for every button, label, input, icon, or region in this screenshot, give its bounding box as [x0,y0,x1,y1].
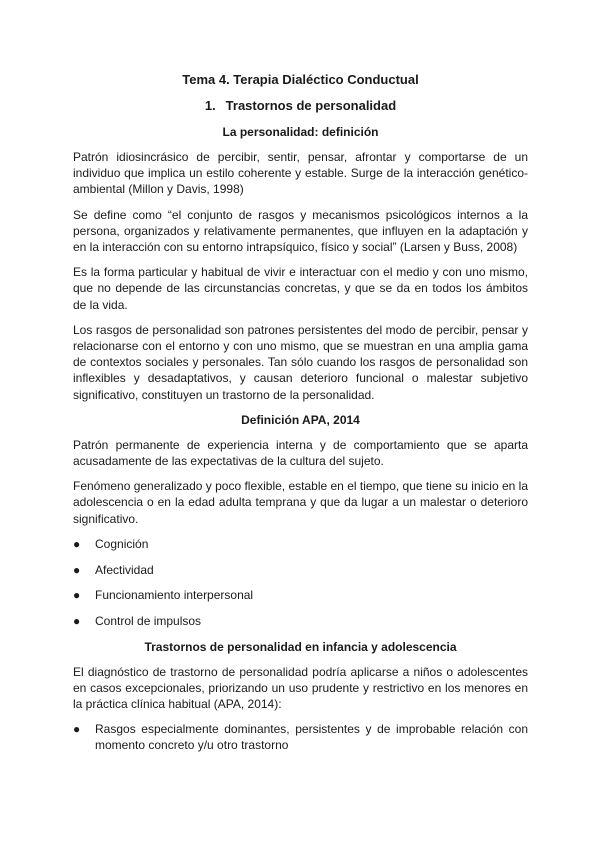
bullet-icon: ● [73,588,81,603]
document-body [73,72,528,763]
section-title: Trastornos de personalidad [225,98,397,113]
bullet-list [73,536,528,629]
subheading-infancia: Trastornos de personalidad en infancia y adolescencia [144,639,457,654]
list-item [73,613,528,629]
section-number: 1. [204,98,216,113]
list-item-text: Funcionamiento interpersonal [95,588,254,603]
document-title: Tema 4. Terapia Dialéctico Conductual [182,72,419,87]
bullet-list [73,721,528,753]
list-item-text: Cognición [95,536,149,551]
paragraph: Es la forma particular y habitual de vivir e interactuar con el medio y con uno mismo, que no depende de las circunstancias concretas, y que se da en todos los ámbitos de la vida. [73,265,528,312]
list-item [73,536,528,552]
list-item-text: Control de impulsos [95,613,202,628]
bullet-icon: ● [73,722,81,737]
subheading-apa: Definición APA, 2014 [241,412,360,427]
list-item [73,587,528,603]
list-item-text: Afectividad [95,562,154,577]
paragraph: Patrón idiosincrásico de percibir, sentir, pensar, afrontar y comportarse de un individuo que implica un estilo coherente y estable. Surge de la interacción genético-ambiental (Millon y Davis, 1998) [73,150,528,197]
paragraph: Patrón permanente de experiencia interna y de comportamiento que se aparta acusadamente de las expectativas de la cultura del sujeto. [73,437,528,469]
bullet-icon: ● [73,536,81,551]
paragraph: Se define como “el conjunto de rasgos y mecanismos psicológicos internos a la persona, organizados y relativamente permanentes, que influyen en la adaptación y en la interacción con su entorno intrapsíquico, físico y social” (Larsen y Buss, 2008) [73,207,528,255]
bullet-icon: ● [73,613,81,628]
bullet-icon: ● [73,562,81,577]
paragraph: Fenómeno generalizado y poco flexible, estable en el tiempo, que tiene su inicio en la adolescencia o en la edad adulta temprana y que da lugar a un malestar o deterioro significativo. [73,479,528,526]
subheading-personalidad: La personalidad: definición [222,125,379,139]
paragraph: El diagnóstico de trastorno de personalidad podría aplicarse a niños o adolescentes en casos excepcionales, priorizando un uso prudente y restrictivo en los menores en la práctica clínica habitual (APA, 2014): [73,664,528,712]
list-item [73,721,528,753]
paragraph: Los rasgos de personalidad son patrones persistentes del modo de percibir, pensar y relacionarse con el entorno y con uno mismo, que se muestran en una amplia gama de contextos sociales y personales. Tan sólo cuando los rasgos de personalidad son inflexibles y desadaptativos, y causan deterioro funcional o malestar subjetivo significativo, constituyen un trastorno de la personalidad. [73,322,528,402]
list-item [73,562,528,578]
list-item-text: Rasgos especialmente dominantes, persistentes y de improbable relación con momento concreto y/u otro trastorno [95,722,528,753]
section-heading [73,98,528,114]
